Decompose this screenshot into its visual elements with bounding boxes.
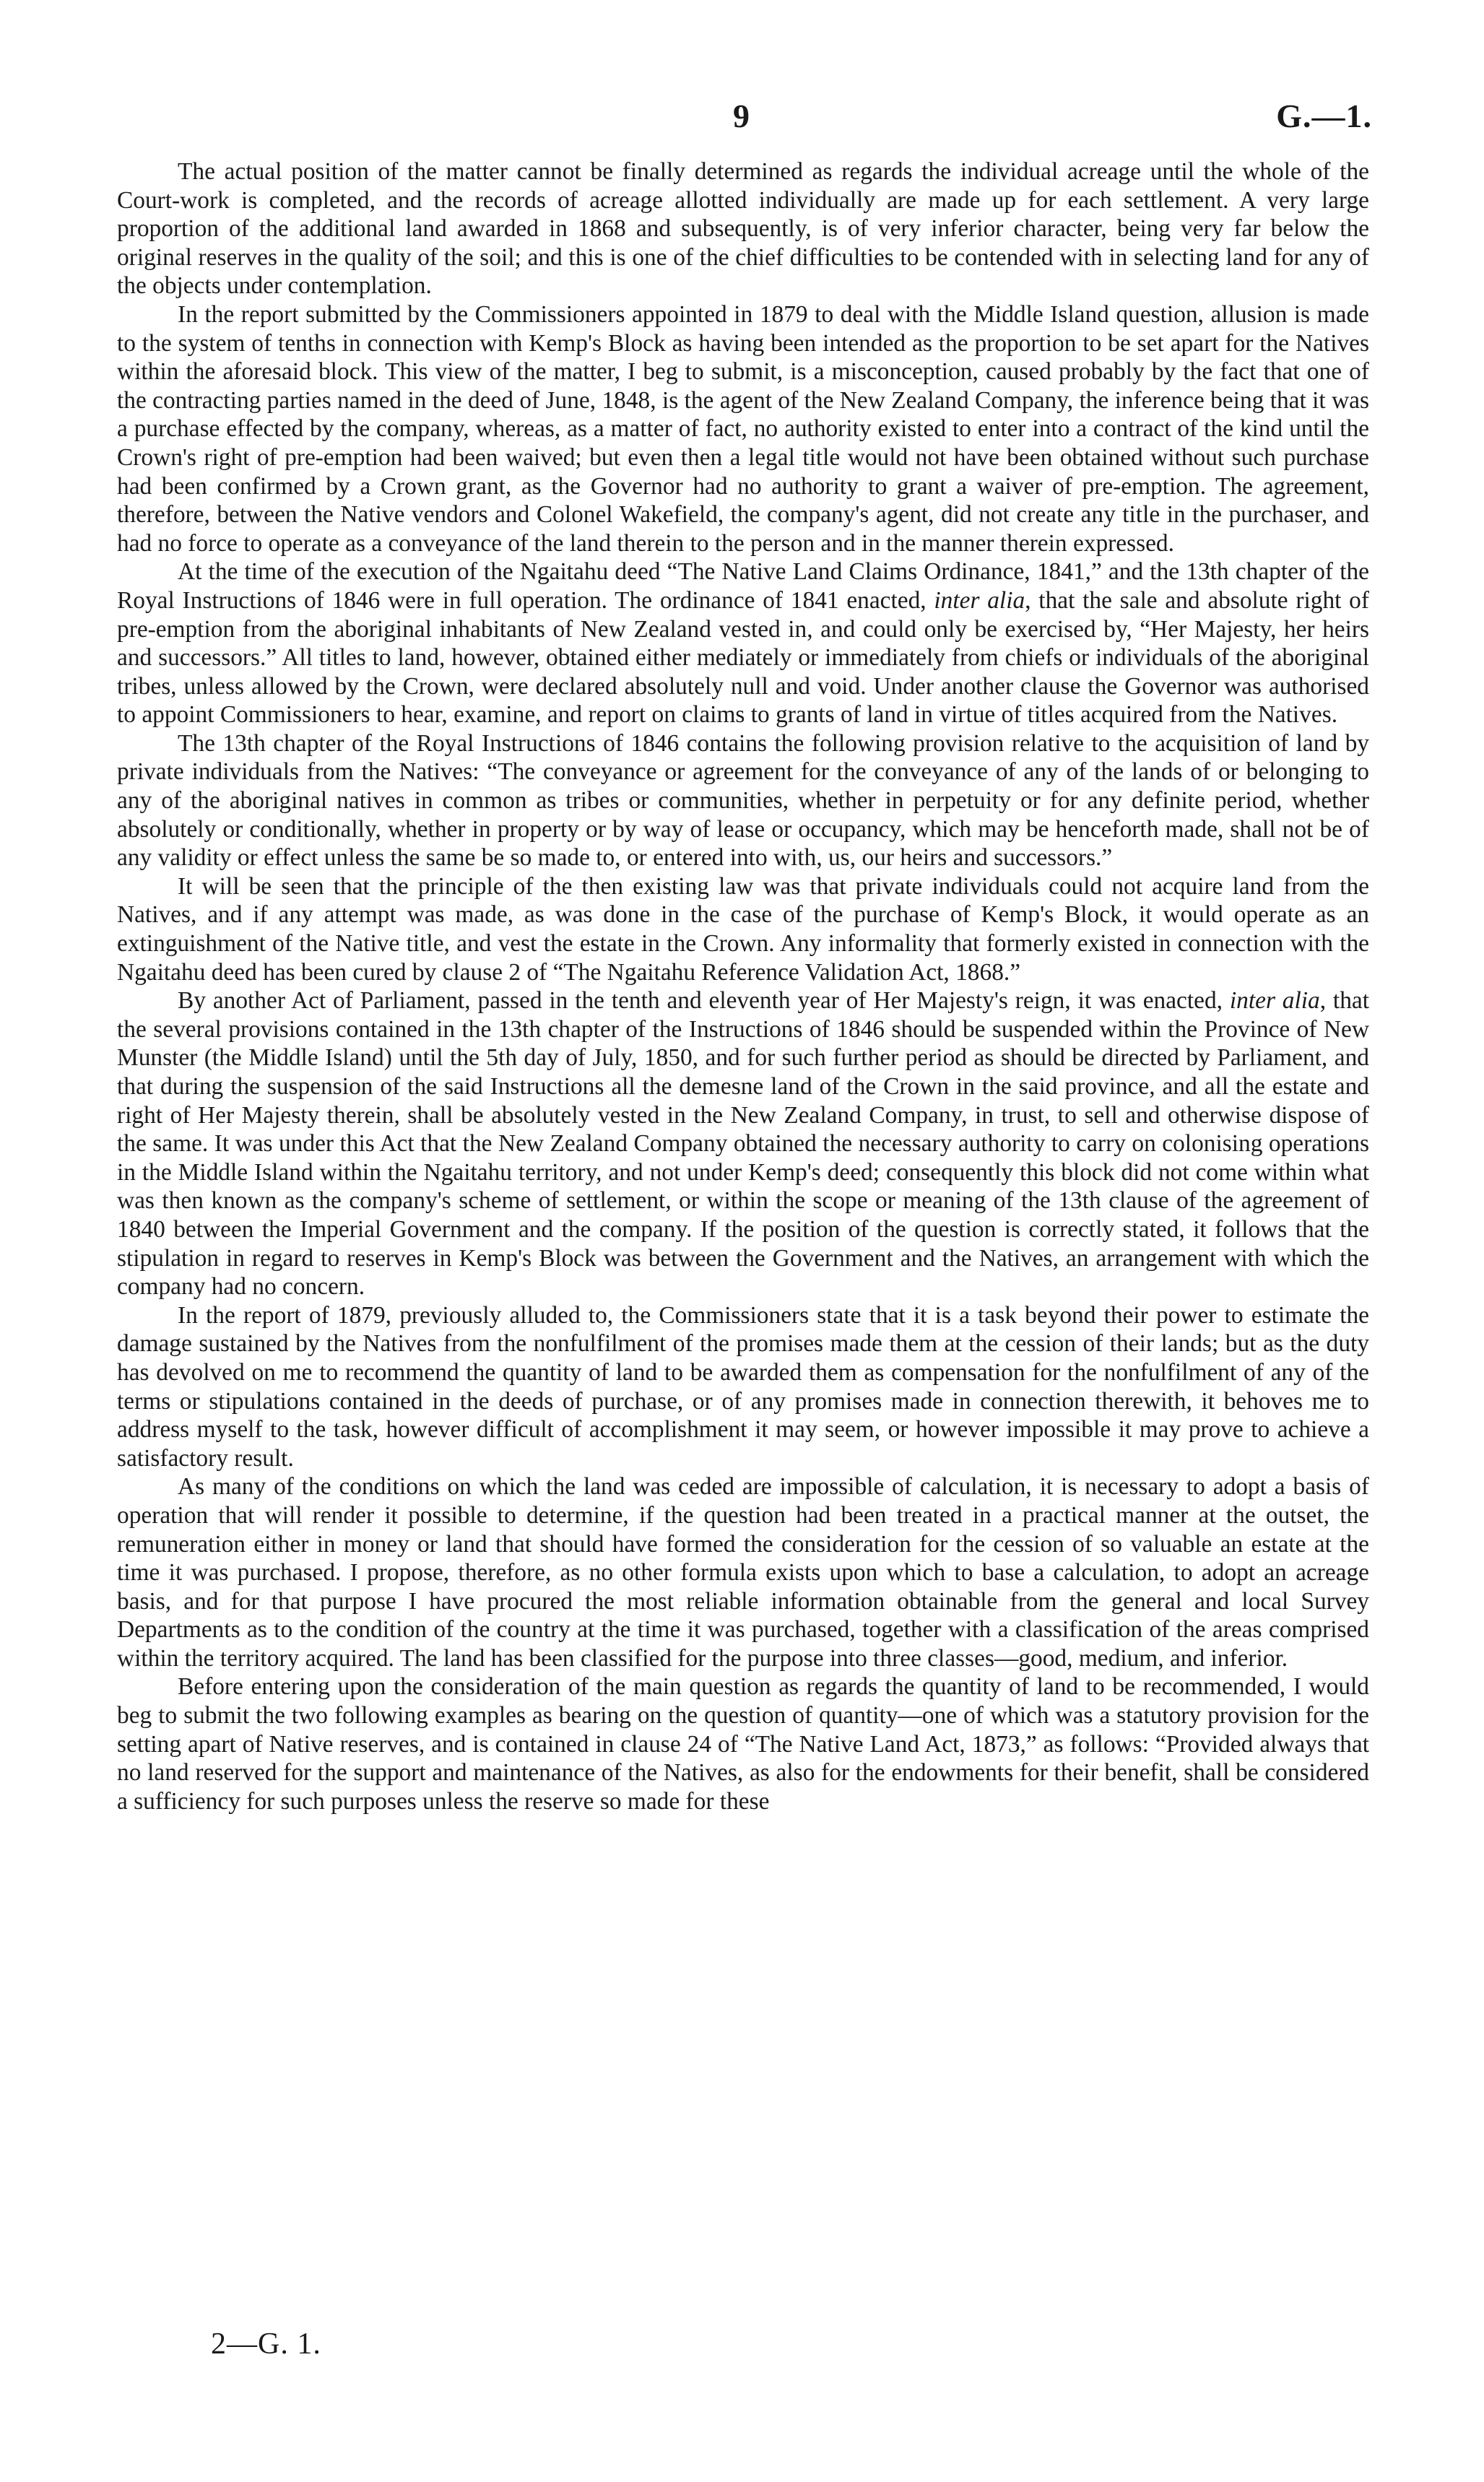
paragraph: Before entering upon the consideration of the main question as regards the quantity of land to be recommended, I would beg to submit the two following examples as bearing on the question of quantity—one of which was a statutory provision for the setting apart of Native reserves, and is contained in clause 24 of “The Native Land Act, 1873,” as follows: “Provided always that no land reserved for the support and maintenance of the Natives, as also for the endowments for their benefit, shall be considered a sufficiency for such purposes unless the reserve so made for these — [117, 1673, 1369, 1815]
latin-phrase: inter alia — [1229, 987, 1320, 1015]
paragraph: The actual position of the matter cannot be finally determined as regards the individual acreage until the whole of the Court-work is completed, and the records of acreage allotted individually are made up for each settlement. A very large proportion of the additional land awarded in 1868 and subsequently, is of very inferior character, being very far below the original reserves in the quality of the soil; and this is one of the chief difficulties to be contended with in selecting land for any of the objects under contemplation. — [117, 158, 1369, 300]
paragraph: It will be seen that the principle of the then existing law was that private individuals could not acquire land from the Natives, and if any attempt was made, as was done in the case of the purchase of Kemp's Block, it would operate as an extinguishment of the Native title, and vest the estate in the Crown. Any informality that formerly existed in connection with the Ngaitahu deed has been cured by clause 2 of “The Ngaitahu Reference Validation Act, 1868.” — [117, 872, 1369, 986]
page-number: 9 — [733, 97, 750, 134]
paragraph: By another Act of Parliament, passed in the tenth and eleventh year of Her Majesty's reign, it was enacted, inter alia, that the several provisions contained in the 13th chapter of the Instructions of 1846 should be suspended within the Province of New Munster (the Middle Island) until the 5th day of July, 1850, and for such further period as should be directed by Parliament, and that during the suspension of the said Instructions all the demesne land of the Crown in the said province, and all the estate and right of Her Majesty therein, shall be absolutely vested in the New Zealand Company, in trust, to sell and otherwise dispose of the same. It was under this Act that the New Zealand Company obtained the necessary authority to carry on colonising operations in the Middle Island within the Ngaitahu territory, and not under Kemp's deed; consequently this block did not come within what was then known as the company's scheme of settlement, or within the scope or meaning of the 13th clause of the agreement of 1840 between the Imperial Government and the company. If the position of the question is correctly stated, it follows that the stipulation in regard to reserves in Kemp's Block was between the Government and the Natives, an arrangement with which the company had no concern. — [117, 987, 1369, 1301]
paragraph: At the time of the execution of the Ngaitahu deed “The Native Land Claims Ordinance, 1841,” and the 13th chapter of the Royal Instructions of 1846 were in full operation. The ordinance of 1841 enacted, inter alia, that the sale and absolute right of pre-emption from the aboriginal inhabitants of New Zealand vested in, and could only be exercised by, “Her Majesty, her heirs and successors.” All titles to land, however, obtained either mediately or immediately from chiefs or individuals of the aboriginal tribes, unless allowed by the Crown, were declared absolutely null and void. Under another clause the Governor was authorised to appoint Commissioners to hear, examine, and report on claims to grants of land in virtue of titles acquired from the Natives. — [117, 558, 1369, 729]
paragraph: The 13th chapter of the Royal Instructions of 1846 contains the following provision relative to the acquisition of land by private individuals from the Natives: “The conveyance or agreement for the conveyance of any of the lands of or belonging to any of the aboriginal natives in common as tribes or communities, whether in perpetuity or for any definite period, whether absolutely or conditionally, whether in property or by way of lease or occupancy, which may be henceforth made, shall not be of any validity or effect unless the same be so made to, or entered into with, us, our heirs and successors.” — [117, 729, 1369, 872]
page-header — [116, 97, 1372, 140]
signature-mark: 2—G. 1. — [211, 2327, 321, 2361]
body-text — [117, 157, 1369, 1815]
document-reference: G.—1. — [1276, 97, 1372, 134]
paragraph: As many of the conditions on which the land was ceded are impossible of calculation, it is necessary to adopt a basis of operation that will render it possible to determine, if the question had been treated in a practical manner at the outset, the remuneration either in money or land that should have formed the consideration for the cession of so valuable an estate at the time it was purchased. I propose, therefore, as no other formula exists upon which to base a calculation, to adopt an acreage basis, and for that purpose I have procured the most reliable information obtainable from the general and local Survey Departments as to the condition of the country at the time it was purchased, together with a classification of the areas comprised within the territory acquired. The land has been classified for the purpose into three classes—good, medium, and inferior. — [117, 1473, 1369, 1672]
latin-phrase: inter alia — [934, 586, 1025, 614]
paragraph: In the report of 1879, previously alluded to, the Commissioners state that it is a task beyond their power to estimate the damage sustained by the Natives from the nonfulfilment of the promises made them at the cession of their lands; but as the duty has devolved on me to recommend the quantity of land to be awarded them as compensation for the nonfulfilment of any of the terms or stipulations contained in the deeds of purchase, or of any promises made in connection therewith, it behoves me to address myself to the task, however difficult of accomplishment it may seem, or however impossible it may prove to achieve a satisfactory result. — [117, 1301, 1369, 1472]
paragraph: In the report submitted by the Commissioners appointed in 1879 to deal with the Middle Island question, allusion is made to the system of tenths in connection with Kemp's Block as having been intended as the proportion to be set apart for the Natives within the aforesaid block. This view of the matter, I beg to submit, is a misconception, caused probably by the fact that one of the contracting parties named in the deed of June, 1848, is the agent of the New Zealand Company, the inference being that it was a purchase effected by the company, whereas, as a matter of fact, no authority existed to enter into a contract of the kind until the Crown's right of pre-emption had been waived; but even then a legal title would not have been obtained without such purchase had been confirmed by a Crown grant, as the Governor had no authority to grant a waiver of pre-emption. The agreement, therefore, between the Native vendors and Colonel Wakefield, the company's agent, did not create any title in the purchaser, and had no force to operate as a conveyance of the land therein to the person and in the manner therein expressed. — [117, 300, 1369, 557]
